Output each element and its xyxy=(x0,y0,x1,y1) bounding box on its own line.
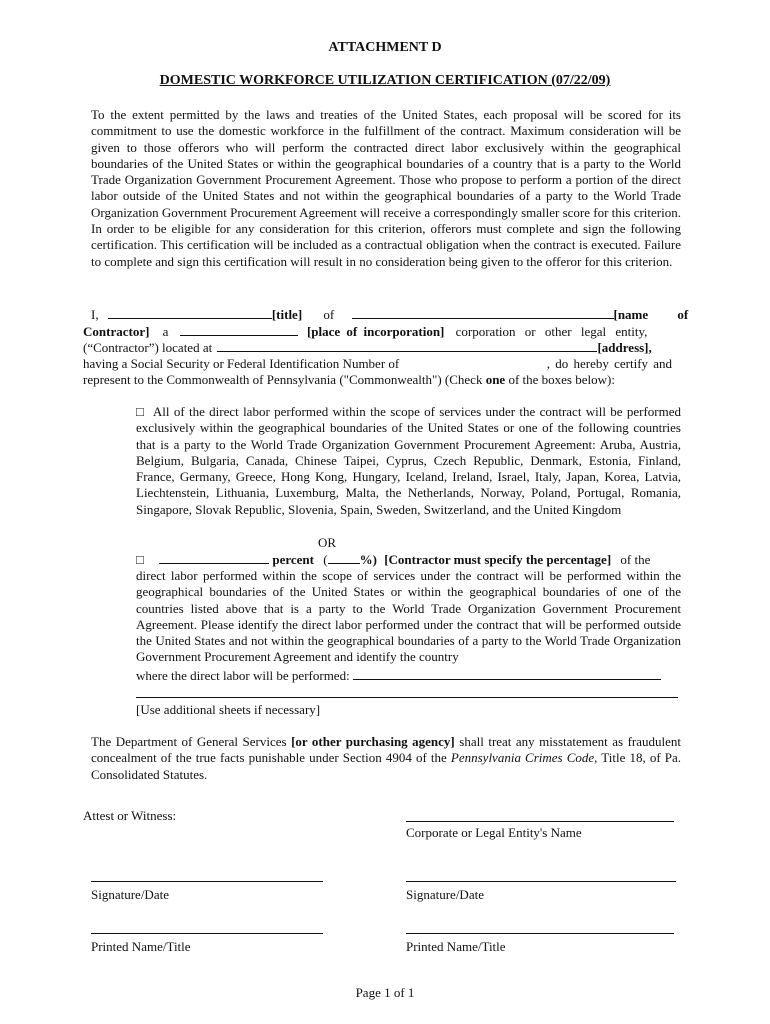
contractor-tag: Contractor] xyxy=(83,324,150,339)
extra-line[interactable] xyxy=(136,697,678,698)
cert-i: I, xyxy=(91,307,99,322)
percent-paren-close: %) xyxy=(359,552,377,567)
right-signature-label: Signature/Date xyxy=(406,887,484,902)
attest-label: Attest or Witness: xyxy=(83,808,177,823)
cert-line-5 xyxy=(83,372,615,388)
address-tag: [address], xyxy=(597,340,652,355)
place-tag: [place of incorporation] xyxy=(306,324,445,339)
of-the: of the xyxy=(620,552,651,567)
entity-name-label: Corporate or Legal Entity's Name xyxy=(406,825,582,840)
do-hereby: , do hereby certify and xyxy=(546,356,673,371)
dgs-mid: shall treat any misstatement as fraudulent concealment of the true facts punishable under Section 4904 of the xyxy=(91,734,682,766)
option-2-text: direct labor performed within the scope of services under the contract will be performed within the geographical boundaries of the United States or within the geographical boundaries of one of the countries listed above that is a party to the World Trade Organization Government Procurement Agreement. Please identify the direct labor performed under the contract that will be performed outside the United States and not within the geographical boundaries of a party to the World Trade Organization Government Procurement Agreement and identify the country xyxy=(136,568,681,665)
where-blank[interactable] xyxy=(353,667,661,680)
option-2-where-line xyxy=(136,667,661,684)
ssn-blank[interactable] xyxy=(405,356,543,368)
represent-text: represent to the Commonwealth of Pennsylvania ("Commonwealth") (Check xyxy=(83,372,483,387)
left-printed-name-line[interactable] xyxy=(91,933,323,934)
percent-value-blank[interactable] xyxy=(328,551,360,564)
entity-name-line[interactable] xyxy=(406,821,674,822)
title-blank[interactable] xyxy=(108,306,272,319)
page-number: Page 1 of 1 xyxy=(355,985,415,1000)
contractor-name-blank[interactable] xyxy=(352,306,614,319)
address-blank[interactable] xyxy=(217,339,597,352)
cert-line-4 xyxy=(83,356,672,372)
option-2-first-line xyxy=(136,551,650,568)
option-1-text: All of the direct labor performed within the scope of services under the contract will be performed exclusively within the geographical boundaries of the United States or one of the following countries that is a party to the World Trade Organization Government Procurement Agreement: Aruba, Austria, Belgium, Bulgaria, Canada, Chinese Taipei, Cyprus, Czech Republic, Denmark, Estonia, Finland, France, Germany, Greece, Hong Kong, Hungary, Iceland, Ireland, Israel, Italy, Japan, Korea, Latvia, Liechtenstein, Lithuania, Luxemburg, Malta, the Netherlands, Norway, Poland, Portugal, Romania, Singapore, Slovak Republic, Slovenia, Spain, Sweden, Switzerland, and the United Kingdom xyxy=(136,404,681,517)
left-printed-name-label: Printed Name/Title xyxy=(91,939,191,954)
crimes-code: Pennsylvania Crimes Code xyxy=(450,750,595,766)
dgs-post: , Title 18, of Pa. Consolidated Statutes. xyxy=(91,750,681,782)
option-1 xyxy=(136,404,681,518)
left-signature-label: Signature/Date xyxy=(91,887,169,902)
specify-tag: [Contractor must specify the percentage] xyxy=(384,552,612,567)
where-label: where the direct labor will be performed: xyxy=(136,668,350,683)
name-tag-of: of xyxy=(677,307,689,322)
one-emphasis: one xyxy=(485,372,506,387)
additional-sheets: [Use additional sheets if necessary] xyxy=(136,702,321,717)
right-printed-name-line[interactable] xyxy=(406,933,674,934)
name-tag: [name xyxy=(613,307,649,322)
title-tag: [title] xyxy=(271,307,303,322)
dgs-paragraph xyxy=(91,734,681,783)
boxes-text: of the boxes below): xyxy=(508,372,615,387)
document-title: DOMESTIC WORKFORCE UTILIZATION CERTIFICATION (07/22/09) xyxy=(159,73,611,88)
cert-line-3 xyxy=(83,339,652,356)
percent-blank[interactable] xyxy=(159,551,269,564)
cert-line-1 xyxy=(91,306,688,323)
cert-of: of xyxy=(323,307,335,322)
place-of-incorporation-blank[interactable] xyxy=(180,323,298,336)
option-2-checkbox[interactable]: □ xyxy=(136,552,144,567)
percent-label: percent xyxy=(272,552,314,567)
dgs-pre: The Department of General Services xyxy=(91,734,287,749)
right-signature-line[interactable] xyxy=(406,881,676,882)
right-printed-name-label: Printed Name/Title xyxy=(406,939,506,954)
dgs-tag: [or other purchasing agency] xyxy=(291,734,455,749)
cert-a: a xyxy=(162,324,169,339)
contractor-located: (“Contractor”) located at xyxy=(83,340,213,355)
option-1-checkbox[interactable]: □ xyxy=(136,404,145,419)
left-signature-line[interactable] xyxy=(91,881,323,882)
intro-paragraph: To the extent permitted by the laws and treaties of the United States, each proposal will be scored for its commitment to use the domestic workforce in the fulfillment of the contract. Maximum consideration will be given to those offerors who will perform the contracted direct labor exclusively within the geographical boundaries of the United States or within the geographical boundaries of a country that is a party to the World Trade Organization Government Procurement Agreement. Those who propose to perform a portion of the direct labor outside of the United States and not within the geographical boundaries of a party to the World Trade Organization Government Procurement Agreement will receive a correspondingly smaller score for this criterion. In order to be eligible for any consideration for this criterion, offerors must complete and sign the following certification. This certification will be included as a contractual obligation when the contract is executed. Failure to complete and sign this certification will result in no consideration being given to the offeror for this criterion. xyxy=(91,107,681,269)
or-separator: OR xyxy=(317,535,337,550)
cert-line-2 xyxy=(83,323,687,340)
ssn-text: having a Social Security or Federal Identification Number of xyxy=(83,356,400,371)
corp-text: corporation or other legal entity, xyxy=(455,324,648,339)
attachment-label: ATTACHMENT D xyxy=(328,40,442,55)
percent-paren-open: ( xyxy=(323,552,328,567)
